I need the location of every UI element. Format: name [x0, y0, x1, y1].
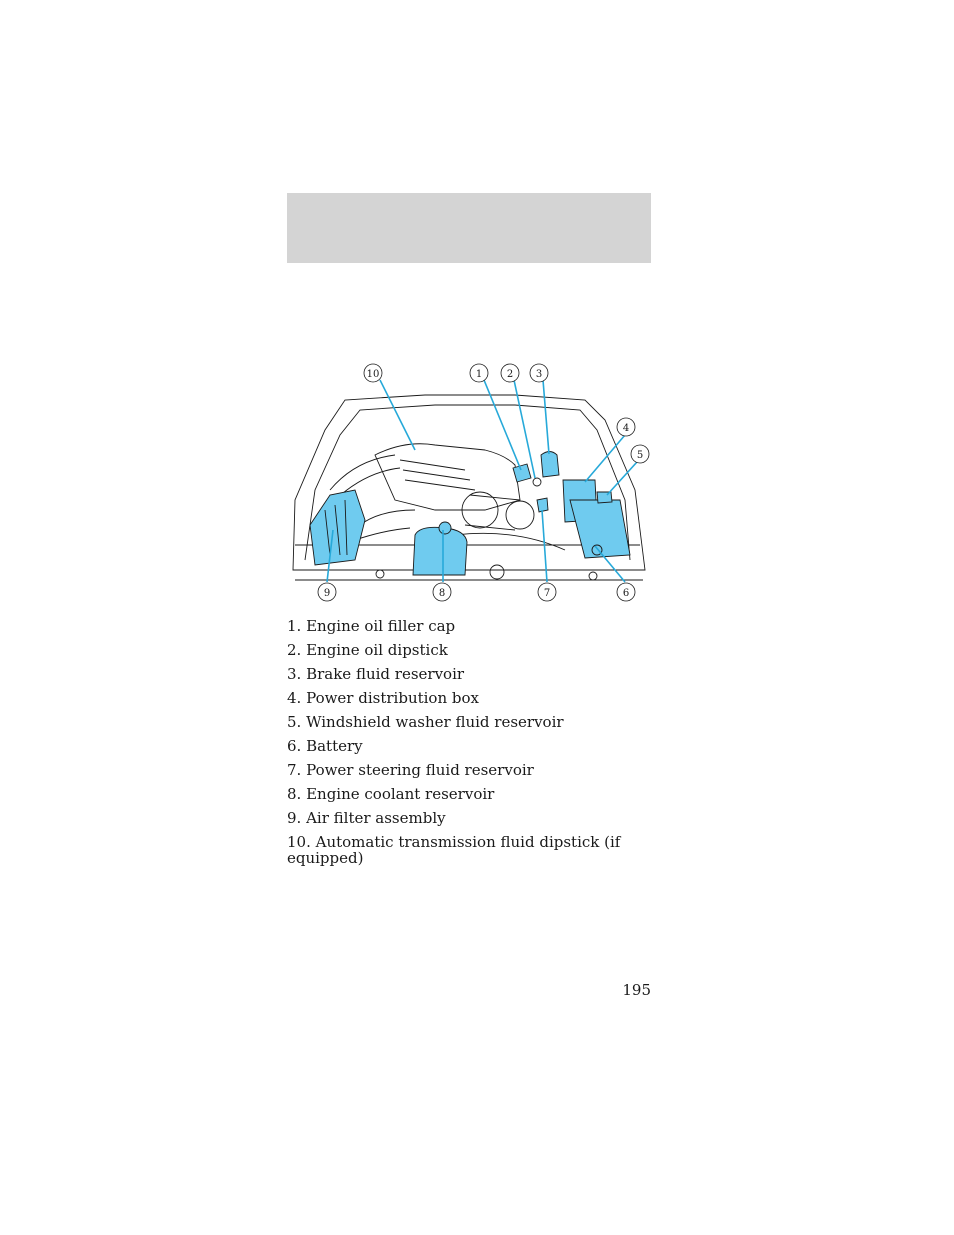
- pulley: [506, 501, 534, 529]
- callout-5: [631, 445, 649, 463]
- svg-text:3: 3: [535, 369, 543, 380]
- callout-8: [433, 583, 451, 601]
- hood-latch: [490, 565, 504, 579]
- leader-10: [380, 380, 415, 450]
- svg-text:5: 5: [636, 450, 644, 461]
- component-legend: [287, 618, 627, 874]
- legend-item: 4. Power distribution box: [287, 689, 479, 707]
- oil-dipstick-loop: [533, 478, 541, 486]
- svg-text:6: 6: [622, 588, 630, 599]
- coolant-cap: [439, 522, 451, 534]
- legend-item: 8. Engine coolant reservoir: [287, 785, 495, 803]
- legend-item: 7. Power steering fluid reservoir: [287, 761, 534, 779]
- legend-item: 10. Automatic transmission fluid dipstick (if equipped): [287, 833, 621, 867]
- callout-10: [364, 364, 382, 382]
- leader-2: [514, 380, 535, 478]
- legend-item: 1. Engine oil filler cap: [287, 617, 456, 635]
- svg-text:1: 1: [475, 369, 483, 380]
- battery: [570, 500, 630, 558]
- callout-9: [318, 583, 336, 601]
- legend-item: 9. Air filter assembly: [287, 809, 446, 827]
- header-band: [287, 193, 651, 263]
- svg-text:2: 2: [506, 369, 514, 380]
- legend-item: 6. Battery: [287, 737, 363, 755]
- legend-item: 2. Engine oil dipstick: [287, 641, 448, 659]
- intake-runner-1: [400, 460, 475, 490]
- brake-reservoir: [541, 452, 559, 478]
- legend-item: 5. Windshield washer fluid reservoir: [287, 713, 564, 731]
- callout-2: [501, 364, 519, 382]
- callout-4: [617, 418, 635, 436]
- left-bolt: [376, 570, 384, 578]
- fan-shroud: [455, 533, 565, 550]
- svg-text:10: 10: [366, 369, 380, 380]
- coolant-reservoir: [413, 527, 467, 575]
- leader-3: [543, 380, 549, 454]
- drive-belt: [465, 495, 520, 530]
- svg-text:9: 9: [323, 588, 331, 599]
- svg-text:7: 7: [543, 588, 551, 599]
- callout-3: [530, 364, 548, 382]
- svg-text:4: 4: [622, 423, 630, 434]
- callout-6: [617, 583, 635, 601]
- legend-item: 3. Brake fluid reservoir: [287, 665, 465, 683]
- right-bolt: [589, 572, 597, 580]
- leader-7: [542, 510, 547, 582]
- leader-4: [585, 435, 625, 482]
- washer-reservoir: [597, 492, 612, 503]
- callout-1: [470, 364, 488, 382]
- svg-text:8: 8: [438, 588, 446, 599]
- oil-filler-cap: [513, 464, 531, 482]
- callout-7: [538, 583, 556, 601]
- engine-compartment-diagram: [285, 360, 655, 610]
- power-steering-reservoir: [537, 498, 548, 512]
- page-number: 195: [622, 981, 651, 999]
